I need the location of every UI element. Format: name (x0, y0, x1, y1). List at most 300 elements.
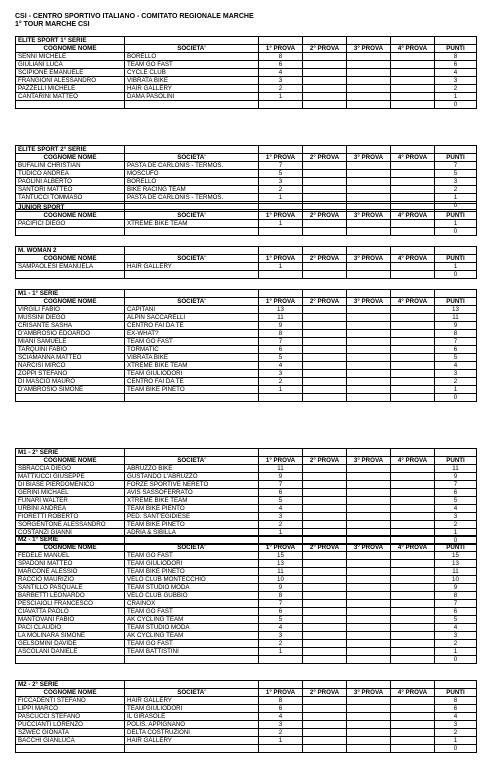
table-row (16, 178, 477, 186)
team-name: BORELLO (125, 178, 259, 186)
round-1-points: 9 (259, 322, 303, 330)
table-row (16, 592, 477, 600)
ranking-section (15, 289, 476, 402)
column-header: COGNOME NOME (16, 298, 125, 306)
column-header: 2° PROVA (303, 544, 347, 552)
empty-cell (347, 290, 391, 298)
rider-name: CIAVATTA PAOLO (16, 608, 125, 616)
column-header-row (16, 298, 477, 306)
round-4-points (391, 346, 435, 354)
rider-name: PAOLINI ALBERTO (16, 178, 125, 186)
round-1-points: 1 (259, 263, 303, 271)
round-4-points (391, 263, 435, 271)
round-1-points: 7 (259, 481, 303, 489)
team-name: PASTA DE CARLONIS - TERMOS. (125, 194, 259, 202)
team-name: XTREME BIKE TEAM (125, 362, 259, 370)
round-3-points (347, 162, 391, 170)
round-3-points (347, 338, 391, 346)
round-4-points (391, 354, 435, 362)
empty-cell (125, 656, 259, 664)
table-row (16, 69, 477, 77)
round-4-points (391, 552, 435, 560)
rider-name: SANTILLO PASQUALE (16, 584, 125, 592)
table-row (16, 721, 477, 729)
total-points: 2 (435, 378, 477, 386)
rider-name: PACIFICI DIEGO (16, 220, 125, 228)
total-points: 2 (435, 186, 477, 194)
round-2-points (303, 314, 347, 322)
team-name: DAMA PASOLINI (125, 93, 259, 101)
empty-cell (16, 228, 125, 236)
round-1-points: 8 (259, 592, 303, 600)
rider-name: BACCHI GIANLUCA (16, 737, 125, 745)
rider-name: PACI CLAUDIO (16, 624, 125, 632)
empty-cell (259, 271, 303, 279)
round-4-points (391, 178, 435, 186)
total-points: 0 (435, 228, 477, 236)
round-1-points: 2 (259, 640, 303, 648)
empty-cell (303, 146, 347, 154)
empty-cell (347, 146, 391, 154)
round-3-points (347, 568, 391, 576)
round-2-points (303, 648, 347, 656)
column-header: 1° PROVA (259, 255, 303, 263)
column-header: 2° PROVA (303, 457, 347, 465)
team-name: MOSCUFO (125, 170, 259, 178)
section-title: ELITE SPORT 1° SERIE (16, 37, 125, 45)
total-points: 7 (435, 338, 477, 346)
rider-name: MANTOVANI FABIO (16, 616, 125, 624)
round-1-points: 1 (259, 648, 303, 656)
total-points: 9 (435, 322, 477, 330)
round-1-points: 10 (259, 576, 303, 584)
rider-name: LA MOLINARA SIMONE (16, 632, 125, 640)
total-points: 3 (435, 77, 477, 85)
round-3-points (347, 608, 391, 616)
table-row (16, 93, 477, 101)
section-title-row (16, 681, 477, 689)
empty-cell (347, 394, 391, 402)
rider-name: LIPPI MARCO (16, 705, 125, 713)
team-name: EX-WHAT? (125, 330, 259, 338)
round-2-points (303, 640, 347, 648)
round-4-points (391, 584, 435, 592)
round-1-points: 2 (259, 378, 303, 386)
title-line-2: 1° TOUR MARCHE CSI (15, 21, 90, 28)
empty-cell (347, 37, 391, 45)
table-row (16, 481, 477, 489)
round-1-points: 3 (259, 721, 303, 729)
empty-cell (435, 536, 477, 544)
ranking-section (15, 145, 476, 210)
round-2-points (303, 632, 347, 640)
total-points: 8 (435, 592, 477, 600)
empty-total-row (16, 394, 477, 402)
empty-cell (16, 394, 125, 402)
total-points: 8 (435, 697, 477, 705)
round-1-points: 2 (259, 85, 303, 93)
table-row (16, 632, 477, 640)
round-3-points (347, 713, 391, 721)
table-row (16, 85, 477, 93)
round-3-points (347, 705, 391, 713)
total-points: 8 (435, 330, 477, 338)
round-2-points (303, 162, 347, 170)
round-2-points (303, 489, 347, 497)
table-row (16, 584, 477, 592)
ranking-section (15, 448, 476, 545)
total-points: 3 (435, 513, 477, 521)
round-1-points: 3 (259, 178, 303, 186)
column-header: SOCIETA' (125, 689, 259, 697)
round-4-points (391, 378, 435, 386)
table-row (16, 314, 477, 322)
total-points: 5 (435, 616, 477, 624)
table-row (16, 505, 477, 513)
round-1-points: 8 (259, 330, 303, 338)
round-4-points (391, 322, 435, 330)
column-header: 4° PROVA (391, 457, 435, 465)
round-2-points (303, 713, 347, 721)
empty-cell (125, 101, 259, 109)
round-4-points (391, 162, 435, 170)
team-name: TEAM BATTISTINI (125, 648, 259, 656)
column-header: 4° PROVA (391, 154, 435, 162)
round-4-points (391, 330, 435, 338)
empty-cell (347, 271, 391, 279)
total-points: 9 (435, 584, 477, 592)
total-points: 10 (435, 576, 477, 584)
team-name: CAPITANI (125, 306, 259, 314)
round-2-points (303, 386, 347, 394)
round-3-points (347, 77, 391, 85)
ranking-section (15, 246, 476, 279)
column-header: PUNTI (435, 255, 477, 263)
table-row (16, 194, 477, 202)
round-1-points: 6 (259, 61, 303, 69)
empty-cell (259, 536, 303, 544)
round-3-points (347, 170, 391, 178)
total-points: 1 (435, 220, 477, 228)
empty-cell (259, 101, 303, 109)
rider-name: FIORETTI ROBERTO (16, 513, 125, 521)
round-1-points: 6 (259, 489, 303, 497)
total-points: 3 (435, 178, 477, 186)
total-points: 11 (435, 465, 477, 473)
rider-name: SCIPIONE EMANUELE (16, 69, 125, 77)
section-title-row (16, 449, 477, 457)
column-header: SOCIETA' (125, 154, 259, 162)
team-name: PASTA DE CARLONIS - TERMOS. (125, 162, 259, 170)
column-header: 1° PROVA (259, 457, 303, 465)
round-2-points (303, 362, 347, 370)
column-header: PUNTI (435, 154, 477, 162)
empty-total-row (16, 656, 477, 664)
round-4-points (391, 560, 435, 568)
team-name: HAIR GALLERY (125, 737, 259, 745)
table-row (16, 737, 477, 745)
total-points: 0 (435, 271, 477, 279)
round-4-points (391, 489, 435, 497)
empty-cell (303, 101, 347, 109)
team-name: TEAM STUDIO MODA (125, 624, 259, 632)
rider-name: MIANI SAMUELE (16, 338, 125, 346)
empty-cell (303, 656, 347, 664)
table-row (16, 521, 477, 529)
column-header: 4° PROVA (391, 298, 435, 306)
round-4-points (391, 697, 435, 705)
round-3-points (347, 330, 391, 338)
round-3-points (347, 505, 391, 513)
round-1-points: 4 (259, 69, 303, 77)
total-points: 5 (435, 354, 477, 362)
section-title-row (16, 290, 477, 298)
rider-name: TUDICO ANDREA (16, 170, 125, 178)
column-header: PUNTI (435, 457, 477, 465)
round-1-points: 13 (259, 306, 303, 314)
round-1-points: 15 (259, 552, 303, 560)
rider-name: ASCOLANI DANIELE (16, 648, 125, 656)
round-2-points (303, 576, 347, 584)
table-row (16, 77, 477, 85)
round-1-points: 6 (259, 705, 303, 713)
column-header: 2° PROVA (303, 45, 347, 53)
team-name: TEAM BIKE PIENTO (125, 505, 259, 513)
total-points: 6 (435, 346, 477, 354)
column-header: SOCIETA' (125, 45, 259, 53)
section-title-row (16, 204, 477, 212)
empty-cell (303, 745, 347, 753)
empty-cell (303, 228, 347, 236)
section-title-row (16, 247, 477, 255)
empty-cell (125, 271, 259, 279)
team-name: TEAM GO FAST (125, 640, 259, 648)
empty-cell (347, 536, 391, 544)
team-name: TEAM BIKE PINETO (125, 521, 259, 529)
rider-name: TANTUCCI TOMMASO (16, 194, 125, 202)
total-points: 1 (435, 529, 477, 537)
empty-cell (303, 271, 347, 279)
column-header-row (16, 45, 477, 53)
empty-cell (391, 536, 435, 544)
round-4-points (391, 600, 435, 608)
total-points: 0 (435, 656, 477, 664)
round-4-points (391, 616, 435, 624)
round-2-points (303, 560, 347, 568)
table-row (16, 600, 477, 608)
rider-name: MUSSINI DIEGO (16, 314, 125, 322)
empty-cell (259, 290, 303, 298)
round-1-points: 6 (259, 346, 303, 354)
empty-cell (435, 449, 477, 457)
column-header: 3° PROVA (347, 45, 391, 53)
team-name: TEAM BIKE PINETO (125, 568, 259, 576)
rider-name: ZOPPI STEFANO (16, 370, 125, 378)
total-points: 4 (435, 362, 477, 370)
rider-name: D'AMBROSIO EDOARDO (16, 330, 125, 338)
round-3-points (347, 648, 391, 656)
round-4-points (391, 386, 435, 394)
round-4-points (391, 640, 435, 648)
round-1-points: 1 (259, 737, 303, 745)
column-header: SOCIETA' (125, 544, 259, 552)
rider-name: PASCUCCI STEFANO (16, 713, 125, 721)
table-row (16, 338, 477, 346)
column-header: PUNTI (435, 544, 477, 552)
table-row (16, 640, 477, 648)
empty-cell (391, 681, 435, 689)
column-header: COGNOME NOME (16, 45, 125, 53)
round-1-points: 2 (259, 521, 303, 529)
column-header: PUNTI (435, 689, 477, 697)
empty-cell (16, 101, 125, 109)
round-2-points (303, 513, 347, 521)
round-4-points (391, 306, 435, 314)
total-points: 1 (435, 263, 477, 271)
section-title: M1 - 1° SERIE (16, 290, 125, 298)
total-points: 4 (435, 713, 477, 721)
ranking-table (15, 203, 477, 236)
section-title-row (16, 536, 477, 544)
round-4-points (391, 521, 435, 529)
empty-cell (259, 228, 303, 236)
total-points: 5 (435, 497, 477, 505)
total-points: 2 (435, 85, 477, 93)
empty-cell (259, 394, 303, 402)
round-2-points (303, 568, 347, 576)
column-header: 3° PROVA (347, 689, 391, 697)
rider-name: MATTIUCCI GIUSEPPE (16, 473, 125, 481)
team-name: XTREME BIKE TEAM (125, 497, 259, 505)
round-4-points (391, 362, 435, 370)
round-3-points (347, 186, 391, 194)
round-2-points (303, 306, 347, 314)
round-4-points (391, 53, 435, 61)
round-3-points (347, 721, 391, 729)
rider-name: FRANGIONI ALESSANDRO (16, 77, 125, 85)
column-header: COGNOME NOME (16, 212, 125, 220)
table-row (16, 220, 477, 228)
table-row (16, 386, 477, 394)
team-name: ABRUZZO BIKE (125, 465, 259, 473)
column-header: 2° PROVA (303, 154, 347, 162)
team-name: IL GIRASOLE (125, 713, 259, 721)
empty-cell (303, 681, 347, 689)
ranking-table (15, 246, 477, 279)
rider-name: TARQUINI FABIO (16, 346, 125, 354)
round-1-points: 7 (259, 600, 303, 608)
round-1-points: 3 (259, 632, 303, 640)
total-points: 8 (435, 53, 477, 61)
section-title: M2 - 2° SERIE (16, 681, 125, 689)
team-name: HAIR GALLERY (125, 85, 259, 93)
team-name: ADRIA & SIBILLA (125, 529, 259, 537)
team-name: XTREME BIKE TEAM (125, 220, 259, 228)
round-4-points (391, 592, 435, 600)
empty-cell (125, 394, 259, 402)
rider-name: FUNARI WALTER (16, 497, 125, 505)
empty-cell (391, 656, 435, 664)
table-row (16, 170, 477, 178)
ranking-table (15, 535, 477, 664)
round-2-points (303, 521, 347, 529)
round-3-points (347, 322, 391, 330)
table-row (16, 513, 477, 521)
round-4-points (391, 497, 435, 505)
column-header: 2° PROVA (303, 298, 347, 306)
rider-name: SANTORI MATTEO (16, 186, 125, 194)
total-points: 4 (435, 69, 477, 77)
section-title: M1 - 2° SERIE (16, 449, 125, 457)
round-3-points (347, 194, 391, 202)
title-line-1: CSI - CENTRO SPORTIVO ITALIANO - COMITATO REGIONALE MARCHE (15, 13, 254, 20)
table-row (16, 362, 477, 370)
round-4-points (391, 338, 435, 346)
round-2-points (303, 178, 347, 186)
ranking-table (15, 448, 477, 545)
team-name: CYCLE CLUB (125, 69, 259, 77)
round-2-points (303, 616, 347, 624)
rider-name: SAMPAOLESI EMANUELA (16, 263, 125, 271)
column-header: SOCIETA' (125, 212, 259, 220)
round-4-points (391, 505, 435, 513)
total-points: 0 (435, 394, 477, 402)
table-row (16, 489, 477, 497)
round-1-points: 3 (259, 513, 303, 521)
round-4-points (391, 61, 435, 69)
round-2-points (303, 497, 347, 505)
column-header: 3° PROVA (347, 255, 391, 263)
team-name: CENTRO FAI DA TE (125, 378, 259, 386)
column-header: 4° PROVA (391, 45, 435, 53)
total-points: 0 (435, 537, 477, 545)
column-header: 3° PROVA (347, 298, 391, 306)
round-2-points (303, 61, 347, 69)
round-2-points (303, 592, 347, 600)
round-3-points (347, 737, 391, 745)
team-name: HAIR GALLERY (125, 263, 259, 271)
team-name: HAIR GALLERY (125, 697, 259, 705)
round-2-points (303, 354, 347, 362)
table-row (16, 263, 477, 271)
round-1-points: 9 (259, 584, 303, 592)
table-row (16, 465, 477, 473)
team-name: TEAM GO FAST (125, 552, 259, 560)
column-header: 4° PROVA (391, 255, 435, 263)
round-1-points: 1 (259, 220, 303, 228)
ranking-table (15, 36, 477, 109)
rider-name: SBRACCIA DIEGO (16, 465, 125, 473)
round-2-points (303, 93, 347, 101)
table-row (16, 370, 477, 378)
total-points: 9 (435, 473, 477, 481)
table-row (16, 705, 477, 713)
round-1-points: 8 (259, 697, 303, 705)
round-1-points: 5 (259, 170, 303, 178)
ranking-section (15, 36, 476, 109)
round-2-points (303, 473, 347, 481)
round-2-points (303, 552, 347, 560)
total-points: 6 (435, 61, 477, 69)
round-2-points (303, 186, 347, 194)
ranking-section (15, 680, 476, 753)
round-1-points: 4 (259, 505, 303, 513)
round-4-points (391, 370, 435, 378)
team-name: TEAM GIULIODORI (125, 370, 259, 378)
total-points: 0 (435, 745, 477, 753)
total-points: 2 (435, 640, 477, 648)
rider-name: SCIAMANNA MATTEO (16, 354, 125, 362)
